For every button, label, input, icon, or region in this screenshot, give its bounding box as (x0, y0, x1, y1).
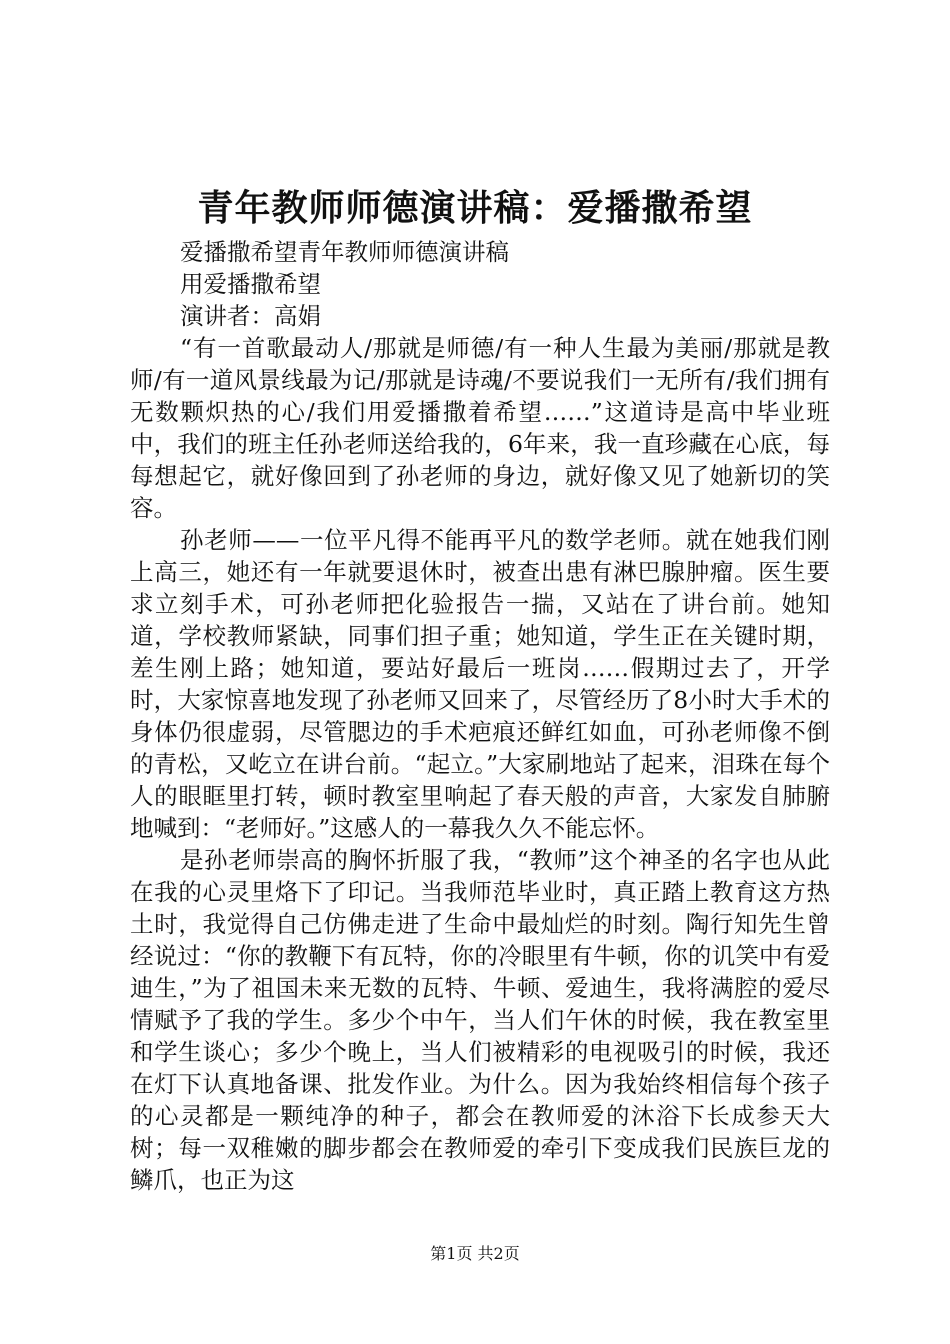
subtitle-line: 爱播撒希望青年教师师德演讲稿 (180, 238, 509, 266)
paragraph-becoming-teacher: 是孙老师崇高的胸怀折服了我，“教师”这个神圣的名字也从此在我的心灵里烙下了印记。当我师范毕业时，真正踏上教育这方热土时，我觉得自己仿佛走进了生命中最灿烂的时刻。陶行知先生曾经说过：“你的教鞭下有瓦特，你的冷眼里有牛顿，你的讥笑中有爱迪生，”为了祖国未来无数的瓦特、牛顿、爱迪生，我将满腔的爱尽情赋予了我的学生。多少个中午，当人们午休的时候，我在教室里和学生谈心；多少个晚上，当人们被精彩的电视吸引的时候，我还在灯下认真地备课、批发作业。为什么。因为我始终相信每个孩子的心灵都是一颗纯净的种子，都会在教师爱的沐浴下长成参天大树；每一双稚嫩的脚步都会在教师爱的牵引下变成我们民族巨龙的鳞爪，也正为这 (130, 846, 830, 1194)
document-title: 青年教师师德演讲稿：爱播撒希望 (197, 187, 753, 229)
document-body (130, 236, 830, 1196)
speaker-line: 演讲者：高娟 (180, 302, 321, 330)
page-footer: 第1页 共2页 (430, 1244, 520, 1263)
paragraph-poem: “有一首歌最动人/那就是师德/有一种人生最为美丽/那就是教师/有一道风景线最为记/那就是诗魂/不要说我们一无所有/我们拥有无数颗炽热的心/我们用爱播撒着希望……”这道诗是高中毕业班中，我们的班主任孙老师送给我的，6年来，我一直珍藏在心底，每每想起它，就好像回到了孙老师的身边，就好像又见了她新切的笑容。 (130, 334, 830, 522)
paragraph-teacher-sun: 孙老师——一位平凡得不能再平凡的数学老师。就在她我们刚上高三，她还有一年就要退休时，被查出患有淋巴腺肿瘤。医生要求立刻手术，可孙老师把化验报告一揣，又站在了讲台前。她知道，学校教师紧缺，同事们担子重；她知道，学生正在关键时期，差生刚上路；她知道，要站好最后一班岗……假期过去了，开学时，大家惊喜地发现了孙老师又回来了，尽管经历了8小时大手术的身体仍很虚弱，尽管腮边的手术疤痕还鲜红如血，可孙老师像不倒的青松，又屹立在讲台前。“起立。”大家刷地站了起来，泪珠在每个人的眼眶里打转，顿时教室里响起了春天般的声音，大家发自肺腑地喊到：“老师好。”这感人的一幕我久久不能忘怀。 (130, 526, 830, 842)
theme-line: 用爱播撒希望 (180, 270, 321, 298)
